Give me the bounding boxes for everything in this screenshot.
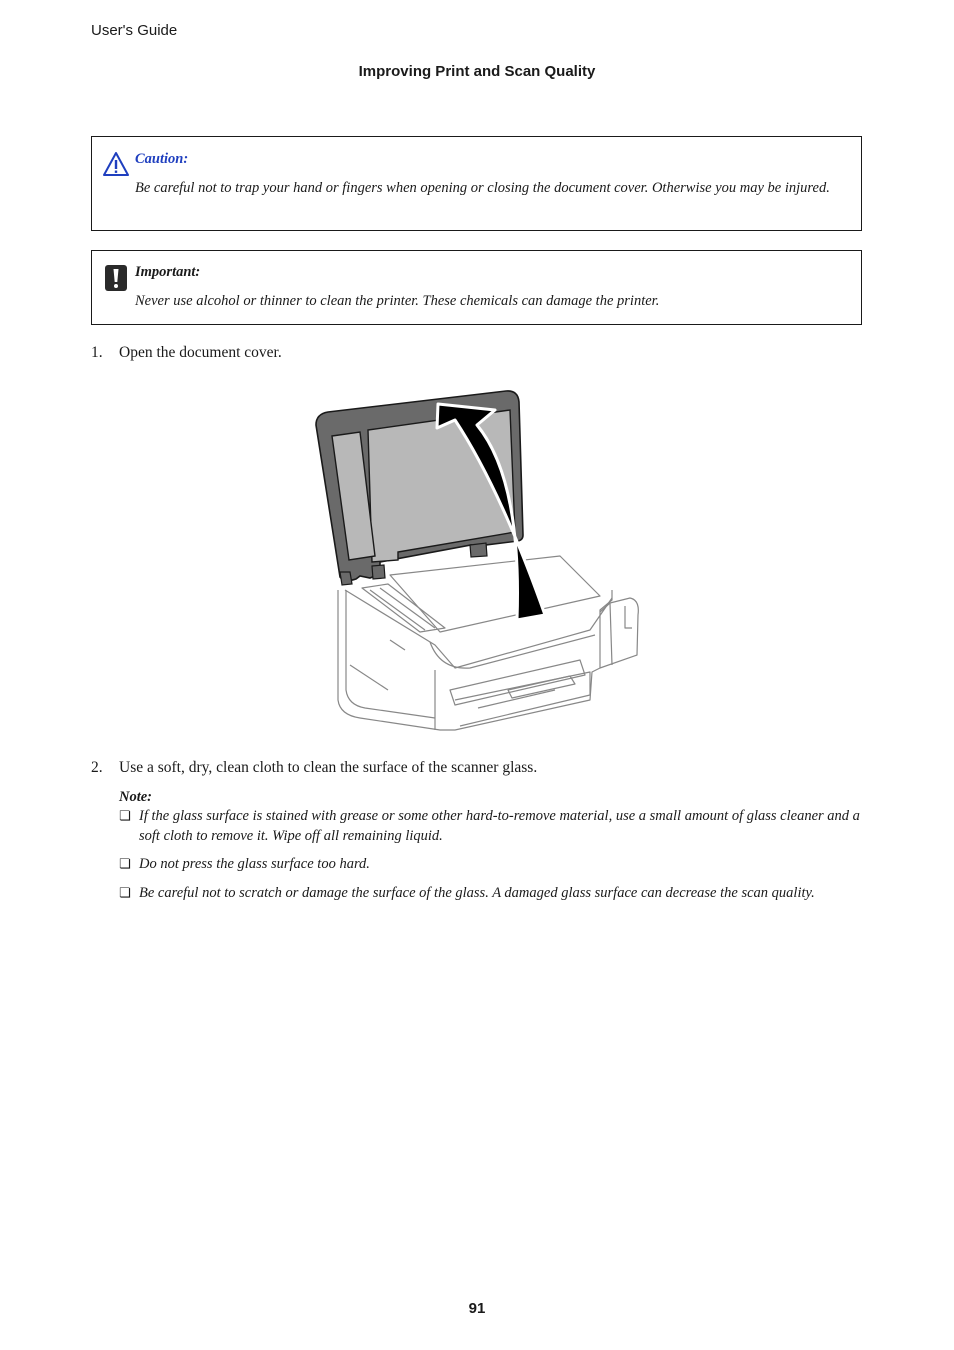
note-heading: Note: (119, 789, 153, 805)
caution-box (91, 136, 862, 231)
warning-triangle-icon (102, 151, 130, 182)
note-text: Be careful not to scratch or damage the surface of the glass. A damaged glass surface can decrease the scan quality. (139, 885, 815, 901)
exclamation-icon (102, 263, 130, 298)
checkbox-bullet-icon: ❏ (119, 809, 131, 824)
guide-title: User's Guide (91, 22, 178, 39)
checkbox-bullet-icon: ❏ (119, 857, 131, 872)
note-text: Do not press the glass surface too hard. (139, 856, 370, 872)
note-text: If the glass surface is stained with grease or some other hard-to-remove material, use a small amount of glass cleaner and a soft cloth to remove it. Wipe off all remaining liquid. (139, 808, 860, 844)
important-heading: Important: (135, 264, 201, 280)
checkbox-bullet-icon: ❏ (119, 886, 131, 901)
page-number: 91 (468, 1300, 486, 1317)
caution-heading: Caution: (135, 151, 189, 167)
section-title: Improving Print and Scan Quality (358, 63, 596, 80)
important-box (91, 250, 862, 325)
printer-open-cover-illustration (300, 385, 645, 740)
step-number: 2. (91, 759, 103, 776)
step-text: Open the document cover. (119, 344, 282, 361)
step-number: 1. (91, 344, 103, 361)
caution-text: Be careful not to trap your hand or fingers when opening or closing the document cover. Otherwise you may be injured. (135, 180, 830, 196)
step-text: Use a soft, dry, clean cloth to clean the surface of the scanner glass. (119, 759, 538, 776)
important-text: Never use alcohol or thinner to clean the printer. These chemicals can damage the printer. (135, 293, 660, 309)
